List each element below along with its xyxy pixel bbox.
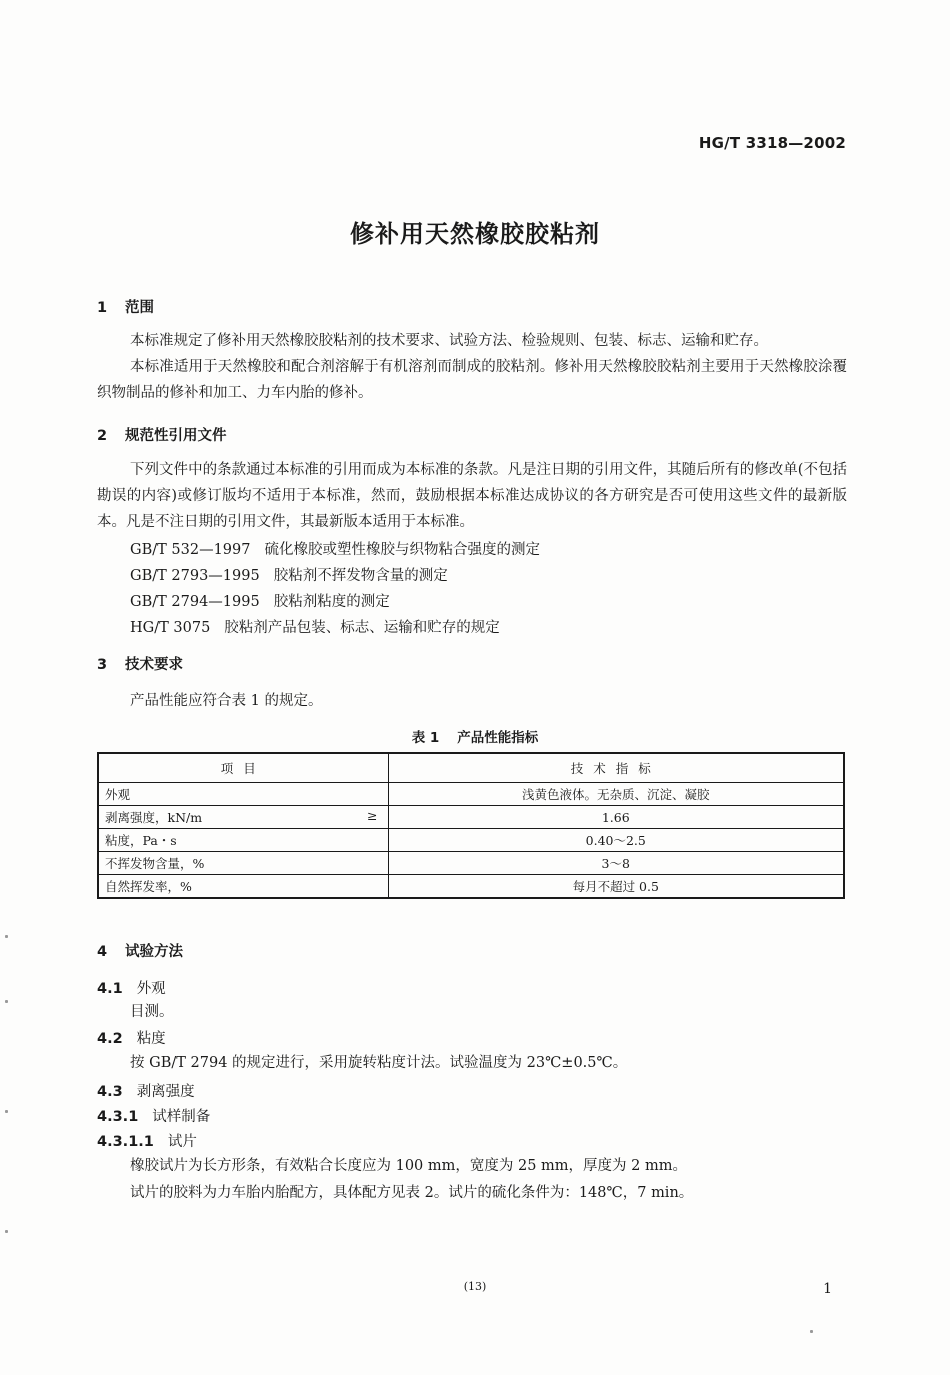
table-cell-item: 不挥发物含量，% — [98, 852, 388, 875]
section-4-3-1-heading: 4.3.1 试样制备 — [97, 1109, 211, 1125]
section-4-title: 试验方法 — [125, 944, 183, 960]
table-1-caption-title: 产品性能指标 — [457, 730, 539, 746]
section-4-1-text: 目测。 — [130, 1004, 174, 1020]
scan-speck — [5, 1110, 8, 1113]
reference-item — [130, 616, 500, 637]
section-4-2-text: 按 GB/T 2794 的规定进行，采用旋转粘度计法。试验温度为 23℃±0.5℃。 — [130, 1055, 628, 1071]
section-3-paragraph-1: 产品性能应符合表 1 的规定。 — [130, 693, 323, 709]
section-4-3-heading: 4.3 剥离强度 — [97, 1084, 195, 1100]
section-2-paragraph-1: 下列文件中的条款通过本标准的引用而成为本标准的条款。凡是注日期的引用文件，其随后所有的修改单(不包括勘误的内容)或修订版均不适用于本标准，然而，鼓励根据本标准达成协议的各方研究是否可使用这些文件的最新版本。凡是不注日期的引用文件，其最新版本适用于本标准。 — [97, 462, 847, 530]
reference-code: HG/T 3075 — [130, 620, 211, 636]
footer-page-marker: (13) — [463, 1280, 487, 1293]
table-row — [98, 852, 844, 875]
section-4-number: 4 — [97, 944, 108, 960]
greater-or-equal-symbol: ≥ — [367, 808, 378, 823]
table-cell-spec: 3～8 — [388, 852, 844, 875]
reference-item — [130, 564, 448, 585]
scan-speck — [810, 1330, 813, 1333]
column-header-spec: 技术指标 — [388, 753, 844, 783]
reference-title: 胶粘剂产品包装、标志、运输和贮存的规定 — [224, 620, 500, 636]
reference-title: 硫化橡胶或塑性橡胶与织物粘合强度的测定 — [264, 542, 540, 558]
reference-item — [130, 538, 540, 559]
reference-title: 胶粘剂不挥发物含量的测定 — [273, 568, 448, 584]
table-cell-spec: 每月不超过 0.5 — [388, 875, 844, 899]
section-2-title: 规范性引用文件 — [125, 428, 227, 444]
section-1-paragraph-1: 本标准规定了修补用天然橡胶胶粘剂的技术要求、试验方法、检验规则、包装、标志、运输和贮存。 — [130, 333, 768, 349]
table-cell-item: 剥离强度，kN/m ≥ — [98, 806, 388, 829]
page-number: 1 — [823, 1281, 832, 1297]
table-row — [98, 806, 844, 829]
section-1-heading — [97, 296, 154, 317]
scan-speck — [5, 1000, 8, 1003]
table-header-row — [98, 753, 844, 783]
section-4-2-heading: 4.2 粘度 — [97, 1031, 166, 1047]
section-4-3-1-1-paragraph-1: 橡胶试片为长方形条，有效粘合长度应为 100 mm，宽度为 25 mm，厚度为 2 mm。 — [130, 1158, 688, 1174]
table-row — [98, 829, 844, 852]
section-1-paragraph-2: 本标准适用于天然橡胶和配合剂溶解于有机溶剂而制成的胶粘剂。修补用天然橡胶胶粘剂主要用于天然橡胶涂覆织物制品的修补和加工、力车内胎的修补。 — [97, 359, 847, 401]
section-4-heading — [97, 940, 183, 961]
table-cell-item: 自然挥发率，% — [98, 875, 388, 899]
reference-code: GB/T 2794—1995 — [130, 594, 260, 610]
table-cell-item: 外观 — [98, 783, 388, 806]
reference-code: GB/T 532—1997 — [130, 542, 251, 558]
table-1-caption — [0, 726, 950, 746]
section-3-heading — [97, 653, 183, 674]
section-3-number: 3 — [97, 657, 108, 673]
reference-code: GB/T 2793—1995 — [130, 568, 260, 584]
section-2-number: 2 — [97, 428, 108, 444]
column-header-item: 项目 — [98, 753, 388, 783]
section-1-title: 范围 — [125, 300, 154, 316]
section-1-number: 1 — [97, 300, 108, 316]
scan-speck — [5, 935, 8, 938]
section-4-3-1-1-heading: 4.3.1.1 试片 — [97, 1134, 197, 1150]
table-cell-spec: 浅黄色液体。无杂质、沉淀、凝胶 — [388, 783, 844, 806]
standard-code: HG/T 3318—2002 — [698, 134, 846, 152]
table-1 — [97, 752, 845, 899]
reference-title: 胶粘剂粘度的测定 — [273, 594, 390, 610]
table-row — [98, 783, 844, 806]
table-row — [98, 875, 844, 899]
section-2-heading — [97, 424, 227, 445]
scan-speck — [5, 1230, 8, 1233]
reference-item — [130, 590, 390, 611]
section-4-1-heading: 4.1 外观 — [97, 981, 166, 997]
table-cell-item: 粘度，Pa・s — [98, 829, 388, 852]
section-3-title: 技术要求 — [125, 657, 183, 673]
table-cell-spec: 0.40～2.5 — [388, 829, 844, 852]
section-4-3-1-1-paragraph-2: 试片的胶料为力车胎内胎配方，具体配方见表 2。试片的硫化条件为：148℃，7 min。 — [130, 1185, 694, 1201]
document-title: 修补用天然橡胶胶粘剂 — [350, 220, 600, 248]
table-1-caption-number: 表 1 — [411, 730, 440, 746]
table-cell-spec: 1.66 — [388, 806, 844, 829]
